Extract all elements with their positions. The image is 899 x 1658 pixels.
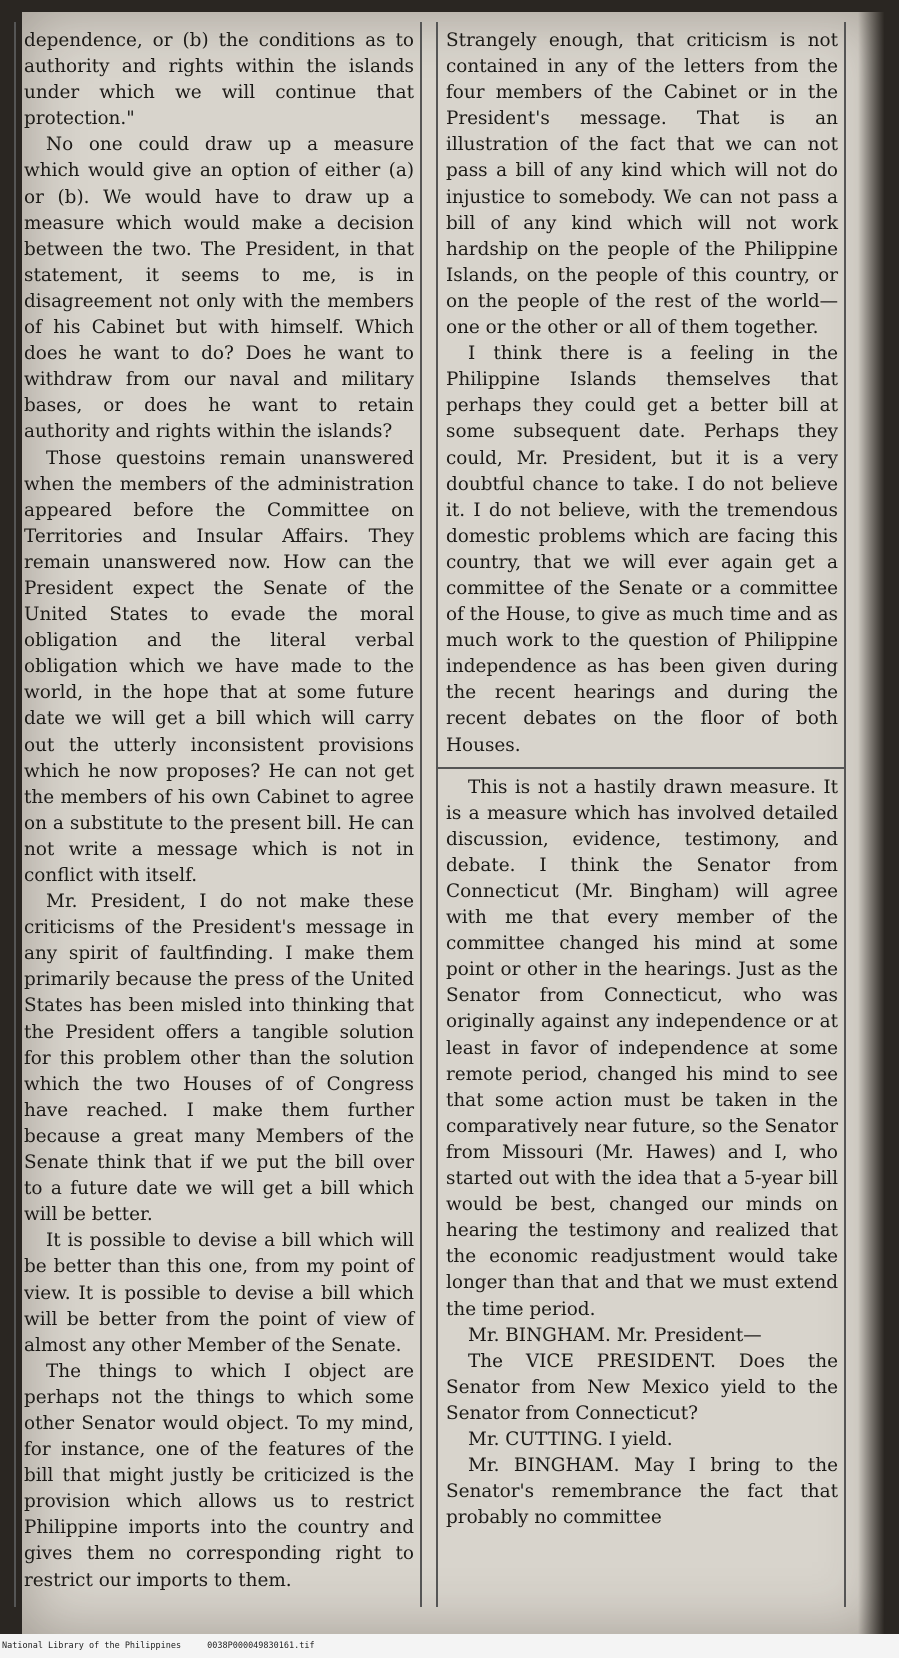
right-paragraph-2: I think there is a feeling in the Philippine Islands themselves that perhaps they could get a better bill at some subsequent date. Perhaps they could, Mr. President, but it is a very doubtful chance to take. I do not believe it. I do not believe, with the tremendous domestic problems which are facing this country, that we will ever again get a committee of the Senate or a committee of the House, to give as much time and as much work to the question of Philippine independence as has been given during the recent hearings and during the recent debates on the floor of both Houses. [446, 343, 838, 756]
left-column [14, 22, 422, 1607]
right-paragraph-5: The VICE PRESIDENT. Does the Senator from New Mexico yield to the Senator from Connecticut? [446, 1350, 838, 1424]
left-paragraph-5: It is possible to devise a bill which will be better than this one, from my point of view. It is possible to devise a bill which will be better from the point of view of almost any other Member of the Senate. [24, 1230, 414, 1356]
footer-source: National Library of the Philippines [2, 1641, 182, 1651]
left-paragraph-2: No one could draw up a measure which would give an option of either (a) or (b). We would have to draw up a measure which would make a decision between the two. The President, in that statement, it seems to me, is in disagreement not only with the members of his Cabinet but with himself. Which does he want to do? Does he want to withdraw from our naval and military bases, or does he want to retain authority and rights within the islands? [24, 134, 414, 443]
footer-file-id: 0038P000049830161.tif [207, 1641, 315, 1651]
column-rule [438, 759, 844, 769]
right-paragraph-3: This is not a hastily drawn measure. It is a measure which has involved detailed discussion, evidence, testimony, and debate. I think the Senator from Connecticut (Mr. Bingham) will agree with me that every member of the committee changed his mind at some point or other in the hearings. Just as the Senator from Connecticut, who was originally against any independence or at least in favor of independence at some remote period, changed his mind to see that some action must be taken in the comparatively near future, so the Senator from Missouri (Mr. Hawes) and I, who started out with the idea that a 5-year bill would be best, changed our minds on hearing the testimony and realized that the economic readjustment would take longer than that and that we must extend the time period. [446, 776, 838, 1320]
scan-shadow-edge [858, 12, 884, 1634]
left-paragraph-1: dependence, or (b) the conditions as to authority and rights within the islands under which we will continue that protection." [24, 30, 414, 130]
right-paragraph-7: Mr. BINGHAM. May I bring to the Senator's remembrance the fact that probably no committee [446, 1455, 838, 1529]
left-paragraph-4: Mr. President, I do not make these criticisms of the President's message in any spirit of faultfinding. I make them primarily because the press of the United States has been misled into thinking that the President offers a tangible solution for this problem other than the solution which the two Houses of of Congress have reached. I make them further because a great many Members of the Senate think that if we put the bill over to a future date we will get a bill which will be better. [24, 891, 414, 1226]
right-paragraph-6: Mr. CUTTING. I yield. [468, 1428, 673, 1450]
left-paragraph-6: The things to which I object are perhaps not the things to which some other Senator would object. To my mind, for instance, one of the features of the bill that might justly be criticized is the provision which allows us to restrict Philippine imports into the country and gives them no corresponding right to restrict our imports to them. [24, 1360, 414, 1591]
left-paragraph-3: Those questoins remain unanswered when the members of the administration appeared before the Committee on Territories and Insular Affairs. They remain unanswered now. How can the President expect the Senate of the United States to evade the moral obligation and the literal verbal obligation which we have made to the world, in the hope that at some future date we will get a bill which will carry out the utterly inconsistent provisions which he now proposes? He can not get the members of his own Cabinet to agree on a substitute to the present bill. He can not write a message which is not in conflict with itself. [24, 447, 414, 886]
scan-footer [0, 1634, 899, 1658]
right-paragraph-4: Mr. BINGHAM. Mr. President— [468, 1324, 762, 1346]
right-paragraph-1: Strangely enough, that criticism is not contained in any of the letters from the four members of the Cabinet or in the President's message. That is an illustration of the fact that we can not pass a bill of any kind which will not do injustice to somebody. We can not pass a bill of any kind which will not work hardship on the people of the Philippine Islands, on the people of this country, or on the people of the rest of the world—one or the other or all of them together. [446, 30, 838, 339]
right-column [436, 22, 846, 1607]
